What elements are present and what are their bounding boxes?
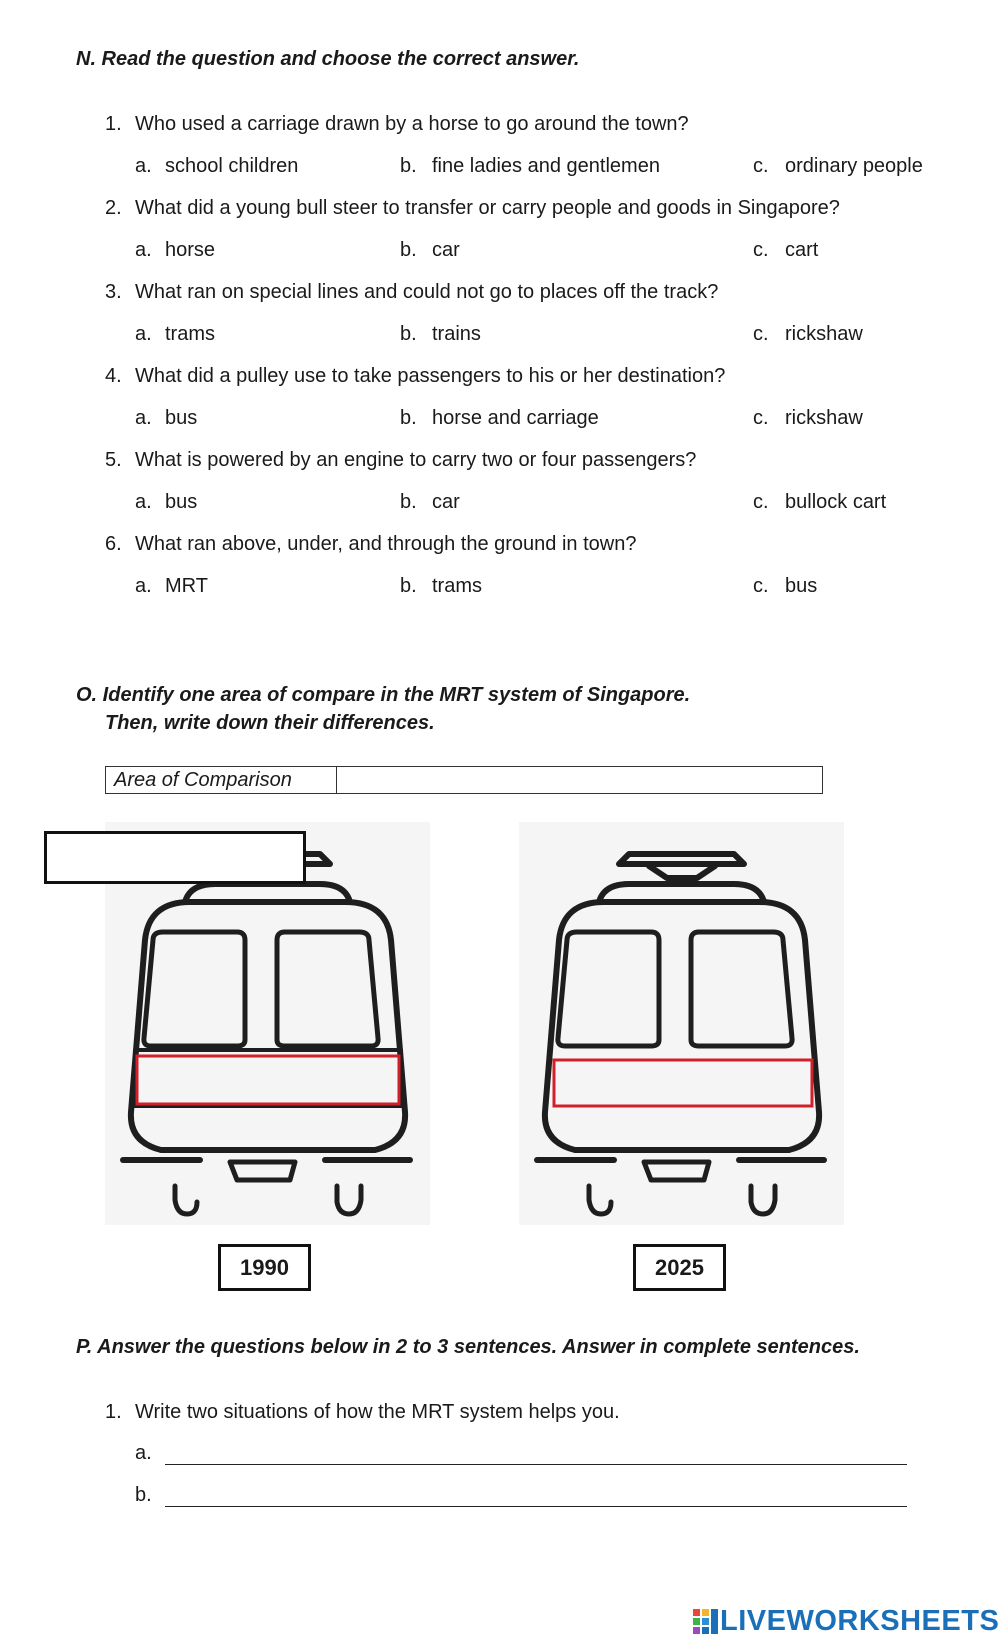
- option-letter: b.: [400, 491, 417, 513]
- option-text: horse: [165, 239, 216, 261]
- option-1-a[interactable]: [135, 155, 298, 178]
- option-text: school children: [165, 155, 299, 177]
- option-text: car: [432, 239, 460, 261]
- question-6: [105, 533, 636, 556]
- option-letter: b.: [400, 323, 417, 345]
- question-text: What did a young bull steer to transfer or carry people and goods in Singapore?: [135, 197, 840, 219]
- p-question: [105, 1401, 620, 1424]
- option-4-a[interactable]: [135, 407, 197, 430]
- answer-input-box[interactable]: [44, 831, 306, 884]
- option-letter: a.: [135, 239, 152, 261]
- red-highlight-box: [554, 1060, 812, 1106]
- option-6-c[interactable]: [753, 575, 817, 598]
- option-4-b[interactable]: [400, 407, 599, 430]
- question-number: 6.: [105, 533, 122, 555]
- option-letter: b.: [400, 155, 417, 177]
- year-2025-label: 2025: [633, 1244, 726, 1291]
- option-text: bus: [165, 407, 198, 429]
- train-2025-image: [519, 822, 844, 1225]
- liveworksheets-logo-icon: [692, 1607, 720, 1635]
- option-letter: a.: [135, 491, 152, 513]
- option-6-a[interactable]: [135, 575, 208, 598]
- question-number: 3.: [105, 281, 122, 303]
- comparison-answer-cell[interactable]: [337, 767, 822, 793]
- question-text: What ran above, under, and through the ground in town?: [135, 533, 637, 555]
- option-text: ordinary people: [785, 155, 923, 177]
- option-letter: b.: [400, 575, 417, 597]
- question-text: Who used a carriage drawn by a horse to go around the town?: [135, 113, 689, 135]
- option-letter: c.: [753, 323, 769, 345]
- question-text: What ran on special lines and could not go to places off the track?: [135, 281, 719, 303]
- option-text: bus: [165, 491, 198, 513]
- option-3-c[interactable]: [753, 323, 863, 346]
- question-3: [105, 281, 718, 304]
- option-text: cart: [785, 239, 819, 261]
- question-text: What did a pulley use to take passengers to his or her destination?: [135, 365, 726, 387]
- option-letter: b.: [400, 239, 417, 261]
- option-text: rickshaw: [785, 407, 863, 429]
- liveworksheets-logo: [692, 1606, 999, 1636]
- option-text: car: [432, 491, 460, 513]
- answer-line-b[interactable]: [165, 1482, 907, 1507]
- option-text: trams: [432, 575, 482, 597]
- question-number: 4.: [105, 365, 122, 387]
- question-number: 2.: [105, 197, 122, 219]
- option-letter: a.: [135, 155, 152, 177]
- option-letter: c.: [753, 239, 769, 261]
- option-5-b[interactable]: [400, 491, 460, 514]
- option-text: trains: [432, 323, 481, 345]
- p-question-text: Write two situations of how the MRT system helps you.: [135, 1401, 620, 1423]
- question-2: [105, 197, 840, 220]
- option-4-c[interactable]: [753, 407, 863, 430]
- option-letter: a.: [135, 575, 152, 597]
- option-letter: a.: [135, 407, 152, 429]
- p-question-number: 1.: [105, 1401, 122, 1423]
- option-2-b[interactable]: [400, 239, 460, 262]
- option-letter: c.: [753, 491, 769, 513]
- option-2-a[interactable]: [135, 239, 215, 262]
- comparison-table: [105, 766, 823, 794]
- answer-label-a: a.: [135, 1442, 152, 1464]
- option-5-a[interactable]: [135, 491, 197, 514]
- option-letter: b.: [400, 407, 417, 429]
- question-4: [105, 365, 725, 388]
- option-letter: a.: [135, 323, 152, 345]
- option-letter: c.: [753, 407, 769, 429]
- logo-text: LIVEWORKSHEETS: [720, 1604, 1000, 1637]
- option-text: bus: [785, 575, 818, 597]
- answer-label-b: b.: [135, 1484, 152, 1506]
- question-1: [105, 113, 689, 136]
- option-letter: c.: [753, 575, 769, 597]
- question-number: 5.: [105, 449, 122, 471]
- section-o-heading-line2: Then, write down their differences.: [105, 712, 435, 734]
- section-p-heading: P. Answer the questions below in 2 to 3 sentences. Answer in complete sentences.: [76, 1336, 860, 1358]
- option-text: fine ladies and gentlemen: [432, 155, 660, 177]
- option-text: MRT: [165, 575, 208, 597]
- option-3-b[interactable]: [400, 323, 481, 346]
- section-o-heading-line1: O. Identify one area of compare in the MRT system of Singapore.: [76, 684, 691, 706]
- option-text: bullock cart: [785, 491, 887, 513]
- red-highlight-box: [137, 1056, 399, 1104]
- option-1-c[interactable]: [753, 155, 923, 178]
- option-1-b[interactable]: [400, 155, 660, 178]
- question-text: What is powered by an engine to carry two or four passengers?: [135, 449, 697, 471]
- year-1990-label: 1990: [218, 1244, 311, 1291]
- section-n-heading: N. Read the question and choose the correct answer.: [76, 48, 580, 70]
- answer-line-a[interactable]: [165, 1440, 907, 1465]
- option-6-b[interactable]: [400, 575, 482, 598]
- option-5-c[interactable]: [753, 491, 886, 514]
- option-3-a[interactable]: [135, 323, 215, 346]
- option-text: horse and carriage: [432, 407, 599, 429]
- option-2-c[interactable]: [753, 239, 818, 262]
- question-5: [105, 449, 696, 472]
- option-text: trams: [165, 323, 215, 345]
- question-number: 1.: [105, 113, 122, 135]
- option-letter: c.: [753, 155, 769, 177]
- option-text: rickshaw: [785, 323, 863, 345]
- comparison-label: Area of Comparison: [106, 767, 337, 793]
